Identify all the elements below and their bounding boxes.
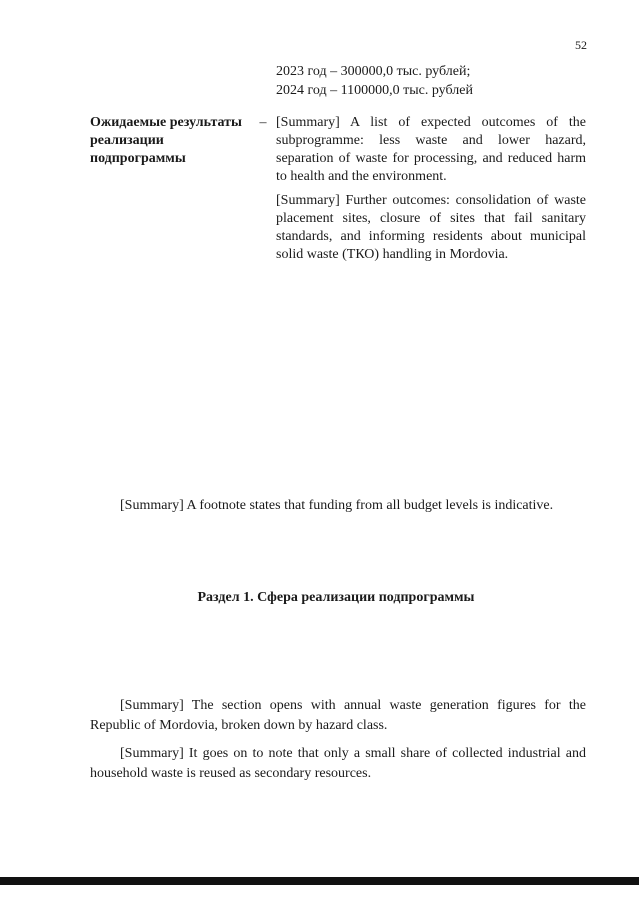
section-heading: Раздел 1. Сфера реализации подпрограммы <box>197 590 475 605</box>
expected-results-summary <box>276 114 586 270</box>
funding-line-2023: 2023 год – 300000,0 тыс. рублей; <box>276 64 471 79</box>
page-number: 52 <box>575 38 587 52</box>
funding-footnote: [Summary] A footnote states that funding from all budget levels is indicative. <box>120 498 554 513</box>
row-dash: – <box>259 115 267 130</box>
funding-line-2024: 2024 год – 1100000,0 тыс. рублей <box>276 83 473 98</box>
section-summary-1: [Summary] The section opens with annual waste generation figures for the Republic of Mordovia, broken down by hazard class. <box>90 698 586 733</box>
expected-results-row <box>90 114 586 270</box>
expected-results-summary-2: [Summary] Further outcomes: consolidation of waste placement sites, closure of sites that fail sanitary standards, and informing residents about municipal solid waste (ТКО) handling in Mordovia. <box>276 193 586 262</box>
scan-edge <box>0 877 639 885</box>
expected-results-summary-1: [Summary] A list of expected outcomes of the subprogramme: less waste and lower hazard, separation of waste for processing, and reduced harm to health and the environment. <box>276 115 586 184</box>
section-body <box>90 696 586 792</box>
expected-results-label: Ожидаемые результаты реализации подпрограммы <box>90 115 242 166</box>
funding-schedule <box>276 62 473 100</box>
section-summary-2: [Summary] It goes on to note that only a small share of collected industrial and household waste is reused as secondary resources. <box>90 746 586 781</box>
